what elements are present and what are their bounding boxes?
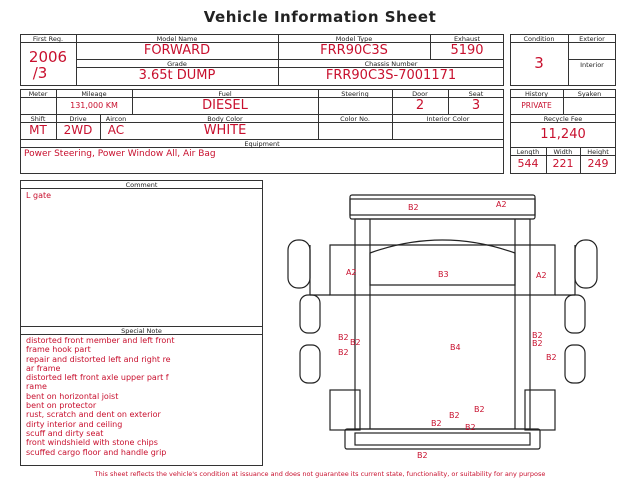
note-line: bent on protector [26,401,97,411]
equipment-label: Equipment [244,140,280,148]
note-line: distorted left front axle upper part f [26,373,169,383]
diagram-mark: B2 [338,333,349,342]
disclaimer-footer: This sheet reflects the vehicle's condition at issuance and does not guarantee its current state, functionality, or suitability for any purpose [94,470,546,478]
note-line: scuffed cargo floor and handle grip [26,447,167,457]
width-value: 221 [552,157,574,170]
exhaust-label: Exhaust [453,35,481,43]
diagram-mark: B2 [532,331,543,340]
aircon-value: AC [107,123,125,137]
diagram-mark: B2 [338,348,349,357]
height-value: 249 [587,157,609,170]
note-line: scuff and dirty seat [26,428,104,438]
diagram-mark: B2 [408,203,419,212]
chassis-value: FRR90C3S-7001171 [325,68,457,83]
special-note-list [26,336,262,457]
note-line: frame hook part [26,345,91,355]
note-line: repair and distorted left and right re [26,354,171,364]
exhaust-value: 5190 [450,43,484,58]
comment-label: Comment [125,181,158,189]
condition-label: Condition [523,35,555,43]
comment-text: L gate [26,191,52,200]
truck-damage-diagram [270,185,615,465]
interior-label: Interior [580,61,604,69]
history-label: History [524,90,549,98]
sheet-title: Vehicle Information Sheet [203,8,437,26]
note-line: ar frame [26,363,61,373]
fuel-value: DIESEL [202,98,248,113]
history-value: PRIVATE [521,101,552,110]
door-label: Door [412,90,428,98]
diagram-mark: B3 [438,270,449,279]
aircon-label: Aircon [105,115,127,123]
shift-label: Shift [30,115,46,123]
diagram-mark: A2 [496,200,507,209]
length-value: 544 [517,157,539,170]
grade-label: Grade [167,60,187,68]
recycle-fee-value: 11,240 [540,127,586,142]
mileage-label: Mileage [81,90,107,98]
diagram-mark: B4 [450,343,461,352]
shift-value: MT [29,123,47,137]
diagram-mark: A2 [536,271,547,280]
chassis-label: Chassis Number [364,60,418,68]
width-label: Width [553,148,573,156]
meter-label: Meter [28,90,48,98]
note-line: dirty interior and ceiling [26,419,123,429]
first-reg-year: 2006 [28,48,68,66]
model-type-value: FRR90C3S [320,43,388,58]
drive-value: 2WD [63,123,93,137]
condition-value: 3 [534,54,544,72]
mileage-value: 131,000 KM [70,101,118,110]
length-label: Length [516,148,540,156]
note-line: rame [26,382,47,392]
equipment-value: Power Steering, Power Window All, Air Bag [24,149,216,159]
steering-label: Steering [341,90,369,98]
diagram-mark: B2 [532,339,543,348]
special-note-label: Special Note [121,327,162,335]
door-value: 2 [415,98,425,113]
first-reg-label: First Reg. [32,35,64,43]
note-line: rust, scratch and dent on exterior [26,410,161,420]
model-type-label: Model Type [335,35,373,43]
diagram-mark: B2 [465,423,476,432]
color-no-label: Color No. [340,115,370,123]
diagram-mark: B2 [474,405,485,414]
first-reg-month: /3 [32,64,48,82]
diagram-mark: B2 [449,411,460,420]
recycle-fee-label: Recycle Fee [543,115,583,123]
diagram-mark: B2 [417,451,428,460]
diagram-mark: A2 [346,268,357,277]
seat-label: Seat [468,90,484,98]
grade-value: 3.65t DUMP [138,68,216,83]
diagram-mark: B2 [431,419,442,428]
note-line: front windshield with stone chips [26,438,158,448]
note-line: bent on horizontal joist [26,391,119,401]
model-name-label: Model Name [156,35,198,43]
seat-value: 3 [471,98,481,113]
height-label: Height [587,148,609,156]
body-color-value: WHITE [203,123,247,138]
fuel-label: Fuel [218,90,232,98]
diagram-mark: B2 [546,353,557,362]
exterior-label: Exterior [579,35,605,43]
diagram-mark: B2 [350,338,361,347]
drive-label: Drive [69,115,87,123]
body-color-label: Body Color [207,115,243,123]
syaken-label: Syaken [577,90,602,98]
note-line: distorted front member and left front [26,336,175,345]
interior-color-label: Interior Color [426,115,470,123]
model-name-value: FORWARD [143,43,211,58]
